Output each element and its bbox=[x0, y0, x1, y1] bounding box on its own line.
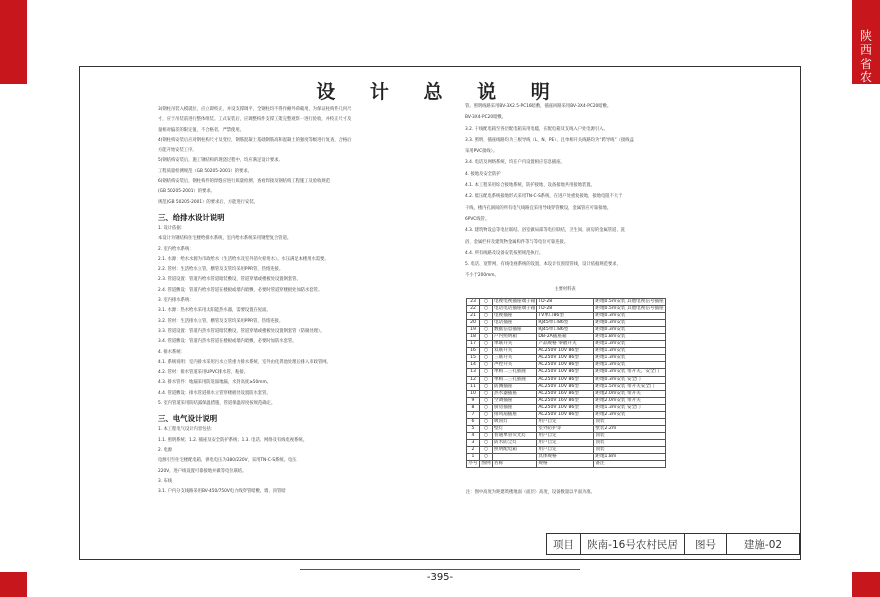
text-line: 干线，楼内孔洞间的所有电气线路宜采用导线穿管敷设，金属管应可靠接地。 bbox=[465, 205, 612, 211]
table-note: 注：图中高度为距建筑楼地面（面层）高度，设备数量以平面为准。 bbox=[466, 490, 595, 495]
legend-symbol-icon: ○ bbox=[483, 313, 488, 319]
text-line: 4.2. 低压配电系统接地形式采用TN-C-S系统，在进户处重复接地，接地电阻不大于 bbox=[465, 194, 623, 200]
text-line: BV-3X4-PC20暗敷。 bbox=[465, 115, 506, 121]
red-bar-top-left bbox=[0, 0, 27, 84]
text-line: 3. 布线 bbox=[158, 478, 173, 484]
table-cell: 照明配电箱 bbox=[493, 446, 537, 453]
table-cell: 14 bbox=[467, 362, 480, 369]
legend-symbol-icon: ○ bbox=[483, 376, 488, 382]
table-cell: 室外防护等 bbox=[537, 425, 594, 432]
table-cell: AC250V 10V 86型 bbox=[537, 376, 594, 383]
table-cell: 名称 bbox=[493, 461, 537, 468]
side-title-char: 色 bbox=[859, 111, 872, 126]
table-cell: 距地0.5m安装 其他电视信号插座 bbox=[595, 306, 664, 312]
table-cell: 单相二三孔插座 bbox=[493, 376, 537, 383]
table-cell: 距地1.3m安装 bbox=[594, 348, 665, 355]
text-line: 管。照明线路采用BV-3X2.5-PC16暗敷，插座回路采用BV-3X4-PC20暗敷。 bbox=[465, 104, 612, 109]
legend-symbol-icon: ○ bbox=[483, 425, 488, 431]
table-cell: 普通单管荧光灯 bbox=[493, 432, 537, 439]
table-cell: 22 bbox=[467, 306, 480, 313]
table-cell: 用户自定 bbox=[537, 446, 594, 453]
legend-symbol-icon: ○ bbox=[483, 383, 488, 389]
table-cell: 备注 bbox=[594, 461, 665, 468]
table-cell: 三联开关 bbox=[493, 355, 537, 362]
table-row bbox=[467, 341, 666, 348]
table-cell: 15 bbox=[467, 355, 480, 362]
text-line: 2.2. 管材：生活给水立管，横管及支管均采用PPR管，热熔连接。 bbox=[158, 267, 284, 273]
text-line: 6)钢结构安装后，钢柱构件的焊缝应进行质量检测，查看焊接及钢结构工程施工及验收规范 bbox=[158, 179, 330, 185]
table-cell bbox=[480, 425, 493, 432]
table-row bbox=[467, 348, 666, 355]
table-cell: 距地1.3m安装 bbox=[594, 341, 665, 348]
text-line: 6PVC线管。 bbox=[465, 216, 490, 222]
table-cell: 距地1.3m安装 bbox=[594, 355, 665, 362]
table-cell: 10 bbox=[467, 390, 480, 397]
table-cell bbox=[480, 432, 493, 439]
electric-section-body bbox=[158, 425, 458, 497]
electric-notes-continued bbox=[465, 101, 795, 282]
table-cell: 顶装 bbox=[594, 439, 665, 446]
table-cell: 距地2.0m安装 带开关 bbox=[594, 390, 665, 397]
table-cell: 距地1.8m bbox=[594, 454, 665, 461]
table-cell: 单联开关 bbox=[493, 341, 537, 348]
table-cell bbox=[480, 341, 493, 348]
table-cell: 图例 bbox=[481, 461, 491, 467]
legend-symbol-icon: ○ bbox=[483, 432, 488, 438]
text-line: 2.3. 管道设置：管道内给水管道暗装敷设，管道穿墙或楼板处设置钢套管。 bbox=[158, 277, 301, 283]
table-cell bbox=[480, 369, 493, 376]
table-cell: 23 bbox=[467, 299, 480, 306]
table-cell: 声控开关 bbox=[493, 362, 537, 369]
text-line: 3.4. 电话及网络系统，均在户内设置相应信息插座。 bbox=[465, 160, 565, 166]
table-cell: RJ45单口86型 bbox=[537, 320, 594, 327]
main-title: 设 计 总 说 明 bbox=[316, 81, 564, 103]
text-line: 3.1. 户内分支线路采用BV-450/750V电力线穿管暗敷，墙、顶管暗 bbox=[158, 489, 286, 495]
table-cell: 距地0.3m安装 bbox=[594, 327, 665, 334]
table-cell: 距地0.5m安装 其他电视信号插座 bbox=[595, 299, 664, 305]
table-cell: 距地0.3m安装 bbox=[594, 313, 665, 320]
text-line: 4.1. 系统说明：室内排水采用污水立管重力排水系统，室外由化粪池处理后排入市政管网。 bbox=[158, 359, 331, 365]
text-line: 4. 接地及安全防护 bbox=[465, 171, 501, 177]
side-title-char: 西 bbox=[859, 42, 872, 57]
table-cell: 18 bbox=[467, 334, 480, 341]
side-title-char: 计 bbox=[859, 166, 872, 181]
table-cell: 用户自定 bbox=[537, 418, 594, 425]
table-row bbox=[467, 306, 666, 313]
legend-symbol-icon: ○ bbox=[483, 397, 488, 403]
table-cell: 用户自定 bbox=[537, 439, 594, 446]
table-row bbox=[467, 418, 666, 425]
table-cell: 距地0.3m安装 bbox=[594, 320, 665, 327]
table-cell: 9 bbox=[467, 397, 480, 404]
table-cell: 顶装 bbox=[594, 446, 665, 453]
legend-symbol-icon: ○ bbox=[483, 390, 488, 396]
text-line: 1. 本工程电气设计内容包括： bbox=[158, 427, 216, 433]
table-cell bbox=[480, 418, 493, 425]
table-cell bbox=[480, 390, 493, 397]
table-row bbox=[467, 313, 666, 320]
project-name: 陕南-16号农村民居 bbox=[581, 534, 685, 554]
table-row bbox=[467, 404, 666, 411]
table-cell: 单相二三孔插座 bbox=[493, 369, 537, 376]
table-cell: 排风扇插座 bbox=[493, 411, 537, 418]
table-cell: 17 bbox=[467, 341, 480, 348]
table-cell: 具体规格 bbox=[537, 454, 594, 461]
table-cell: 8 bbox=[467, 404, 480, 411]
table-cell: 距地1.5m安装 带开关安全门 bbox=[594, 383, 665, 390]
table-cell: 规格 bbox=[537, 461, 594, 468]
text-line: 4.4. 所有线路及设备安装按照规范执行。 bbox=[465, 250, 544, 256]
text-line: 5)钢结构安装后，施工钢结构的现浇过程中，均应满足设计要求。 bbox=[158, 158, 283, 164]
text-line: 5. 电话、宽带网、有线电视系统的设置，本设计仅预留管线，设计依据规范要求， bbox=[465, 262, 621, 268]
table-cell: 距地1.8m安装 bbox=[594, 334, 665, 341]
text-line: 寸，应于吊装前进行整体组装。工式安装后，应调整构件支撑工架完整观察一进行验收，并校正尺寸及 bbox=[158, 117, 352, 123]
table-cell: 壁装2.2m bbox=[594, 425, 665, 432]
legend-symbol-icon: ○ bbox=[483, 369, 488, 375]
table-cell: AC250V 10V 86型 bbox=[537, 362, 594, 369]
drawing-label: 图号 bbox=[685, 534, 727, 554]
table-cell: 防溅插座 bbox=[493, 383, 537, 390]
table-row bbox=[467, 376, 666, 383]
table-row bbox=[467, 369, 666, 376]
side-title-char: 农 bbox=[859, 70, 872, 85]
text-line: 量相对偏差的限定值，不合格者，严禁使用。 bbox=[158, 127, 244, 133]
table-cell: 电话插座 bbox=[493, 320, 537, 327]
text-line: 2. 室内给水系统： bbox=[158, 246, 194, 252]
table-cell: 距地0.3m安装 安全门 bbox=[594, 376, 665, 383]
legend-symbol-icon: ○ bbox=[483, 341, 488, 347]
table-cell bbox=[480, 313, 493, 320]
text-line: 规范(GB 50205-2001）的要求后，方能进行安装。 bbox=[158, 199, 258, 205]
table-cell: 16 bbox=[467, 348, 480, 355]
legend-symbol-icon: ○ bbox=[483, 411, 488, 417]
table-cell bbox=[493, 454, 537, 461]
table-cell: 5 bbox=[467, 425, 480, 432]
table-cell: 壁灯 bbox=[493, 425, 537, 432]
legend-symbol-icon: ○ bbox=[483, 299, 488, 305]
text-line: 4.2. 管材：排水管道采用UPVC排水管，粘接。 bbox=[158, 370, 248, 376]
table-row bbox=[467, 461, 666, 468]
table-cell: 空调插座 bbox=[493, 397, 537, 404]
table-row bbox=[467, 411, 666, 418]
table-cell: AC250V 10V 86型 bbox=[537, 369, 594, 376]
table-cell: 21 bbox=[467, 313, 480, 320]
table-cell: 户内照明箱 bbox=[493, 334, 537, 341]
table-cell: 吸顶灯 bbox=[493, 418, 537, 425]
drawing-sheet bbox=[79, 66, 801, 560]
table-row bbox=[467, 362, 666, 369]
text-line: 3.3. 管道设置：管道内热水管道暗装敷设，管道穿墙或楼板处设置钢套管（防腐处理）。 bbox=[158, 328, 325, 334]
text-line: 本设计为钢结构住宅楼给排水系统，室内给水系统采用钢塑复合管道。 bbox=[158, 236, 292, 242]
text-line: 浴、金属栏杆及建筑物金属构件等与等电位可靠连接。 bbox=[465, 239, 569, 245]
table-row bbox=[467, 299, 666, 306]
table-cell: AC250V 10V 86型 bbox=[537, 383, 594, 390]
electric-section-title: 三、电气设计说明 bbox=[158, 414, 218, 424]
text-line: 3.3. 照明、插座线路均为三根导线（L、N、PE），且单相开关线路均为“跨导线”（接线盒 bbox=[465, 137, 634, 143]
table-cell: 数据信息插座 bbox=[493, 327, 537, 334]
table-row bbox=[467, 390, 666, 397]
legend-symbol-icon: ○ bbox=[483, 327, 488, 333]
text-line: 方能开始安装工序。 bbox=[158, 148, 197, 154]
table-row bbox=[467, 454, 666, 461]
side-title-char: 设 bbox=[859, 153, 872, 168]
side-title-char: 村 bbox=[859, 84, 872, 99]
water-section-body bbox=[158, 224, 458, 409]
table-cell: 电话电话插座端子箱 bbox=[494, 306, 536, 312]
table-cell: TD-28 bbox=[537, 306, 594, 313]
table-cell bbox=[480, 327, 493, 334]
table-cell: 距地0.3m安装 带开关，安全门 bbox=[594, 369, 665, 376]
table-cell: 双联开关 bbox=[493, 348, 537, 355]
table-row bbox=[467, 439, 666, 446]
table-cell bbox=[480, 454, 493, 461]
table-cell bbox=[480, 397, 493, 404]
table-cell: 距地1.3m安装 bbox=[594, 362, 665, 369]
table-cell bbox=[480, 334, 493, 341]
text-line: 3.4. 管道敷设：管道内热水管道在楼板或墙内暗敷，必要时加防水套管。 bbox=[158, 339, 297, 345]
table-row bbox=[467, 327, 666, 334]
legend-symbol-icon: ○ bbox=[483, 306, 488, 312]
table-cell bbox=[480, 362, 493, 369]
side-title-char: 居 bbox=[859, 139, 872, 154]
table-row bbox=[467, 383, 666, 390]
table-cell: 20 bbox=[467, 320, 480, 327]
table-cell: 2 bbox=[467, 446, 480, 453]
text-line: 采用PVC接线）。 bbox=[465, 149, 498, 155]
table-cell bbox=[480, 383, 493, 390]
footer-rule bbox=[300, 569, 580, 570]
legend-symbol-icon: ○ bbox=[483, 404, 488, 410]
page-number: -395- bbox=[426, 572, 454, 583]
table-cell: 顶装 bbox=[594, 418, 665, 425]
table-cell: AC250V 16V 86型 bbox=[537, 397, 594, 404]
table-cell: 3 bbox=[467, 439, 480, 446]
table-cell bbox=[480, 306, 493, 313]
legend-symbol-icon: ○ bbox=[483, 439, 488, 445]
project-label: 项目 bbox=[547, 534, 581, 554]
text-line: 2.1. 水源：给水水源为市政给水（生活给水及室外消火栓用水）。水压满足本楼用水需要。 bbox=[158, 256, 329, 262]
text-line: 3.2. 干线配电箱至各层配电箱采用电缆，在配电箱及支线入户处电源引入。 bbox=[465, 126, 608, 132]
text-line: 220V，进户线设置可靠接地并做等电位联结。 bbox=[158, 468, 247, 474]
table-cell: AC250V 10V 86型 bbox=[537, 404, 594, 411]
table-cell bbox=[480, 439, 493, 446]
table-cell: 距地2.0m安装 带开关 bbox=[594, 397, 665, 404]
side-title-char: 特 bbox=[859, 97, 872, 112]
table-cell: TV单口86型 bbox=[537, 313, 594, 320]
legend-symbol-icon: ○ bbox=[483, 362, 488, 368]
text-line: 1.1. 照明系统；1.2. 插座及安全防护系统；1.3. 电话、网络及有线电视系统。 bbox=[158, 437, 308, 443]
title-block bbox=[546, 533, 800, 555]
table-cell: 1 bbox=[467, 454, 480, 461]
table-cell: 防水防尘灯 bbox=[493, 439, 537, 446]
text-line: (GB 50205-2001）的要求。 bbox=[158, 189, 215, 195]
material-table bbox=[466, 298, 666, 468]
drawing-number: 建施-02 bbox=[743, 538, 783, 551]
table-cell: AC250V 16V 86型 bbox=[537, 390, 594, 397]
table-cell bbox=[480, 446, 493, 453]
table-cell: 7 bbox=[467, 411, 480, 418]
table-cell bbox=[480, 404, 493, 411]
table-cell bbox=[480, 355, 493, 362]
legend-symbol-icon: ○ bbox=[483, 418, 488, 424]
legend-symbol-icon: ○ bbox=[483, 447, 488, 452]
side-title-char: 图 bbox=[859, 180, 872, 195]
table-cell: 电视插座 bbox=[493, 313, 537, 320]
table-cell: 热水器插座 bbox=[493, 390, 537, 397]
legend-symbol-icon: ○ bbox=[483, 348, 488, 354]
text-line: 3.2. 管材：生活排水立管，横管及支管均采用PPR管，热熔连接。 bbox=[158, 318, 284, 324]
table-cell: 13 bbox=[467, 369, 480, 376]
table-cell: TD-28 bbox=[537, 299, 594, 306]
text-line: 4.4. 管道敷设：排水管道排水立管穿楼板处设置防水套管。 bbox=[158, 390, 271, 396]
steel-structure-notes bbox=[158, 105, 458, 208]
water-section-title: 三、给排水设计说明 bbox=[158, 212, 225, 222]
side-title-char: 集 bbox=[859, 194, 872, 209]
side-title bbox=[852, 29, 880, 209]
table-row bbox=[467, 425, 666, 432]
table-cell bbox=[480, 411, 493, 418]
text-line: 2.4. 管道敷设：管道内给水管道在楼板或墙内暗敷，必要时管道穿楼板处加防水套管。 bbox=[158, 287, 323, 293]
text-line: 4.1. 本工程采用综合接地系统，防护接地、设备接地共用接地装置。 bbox=[465, 183, 595, 189]
table-row bbox=[467, 446, 666, 453]
text-line: 1. 设计依据： bbox=[158, 225, 185, 231]
table-cell: 12 bbox=[467, 376, 480, 383]
table-cell: 距地1.3m安装 安全门 bbox=[594, 404, 665, 411]
legend-symbol-icon: ○ bbox=[483, 334, 488, 340]
table-cell bbox=[480, 376, 493, 383]
text-line: 4. 排水系统： bbox=[158, 349, 185, 355]
text-line: 3.1. 水源：热水给水采用太阳能热水器，需要设置在屋面。 bbox=[158, 308, 271, 314]
text-line: 2. 电源 bbox=[158, 447, 173, 453]
text-line: 4)钢柱构安装后应对钢柱构尺寸及变位，钢筋混凝土基础钢筋高和混凝土的强度等级进行复查，合格后 bbox=[158, 137, 352, 143]
legend-symbol-icon: ○ bbox=[483, 320, 488, 326]
side-title-char: 民 bbox=[859, 125, 872, 140]
table-row bbox=[467, 320, 666, 327]
material-table-title: 主要材料表 bbox=[554, 286, 576, 292]
right-column bbox=[465, 101, 795, 295]
table-cell: AC250V 10V 86型 bbox=[537, 348, 594, 355]
table-cell: 序号 bbox=[468, 461, 478, 467]
text-line: 5. 室内管道采用防结露保温措施，管道保温厚度按规范确定。 bbox=[158, 401, 276, 407]
table-row bbox=[467, 397, 666, 404]
table-cell: 19 bbox=[467, 327, 480, 334]
table-cell: AC250V 10V 86型 bbox=[537, 355, 594, 362]
table-cell: RJ45单口86型 bbox=[537, 327, 594, 334]
table-row bbox=[467, 432, 666, 439]
table-cell: 厨房插座 bbox=[493, 404, 537, 411]
table-cell: 11 bbox=[467, 383, 480, 390]
text-line: 工程质量检测规范（GB 50205-2001）的要求。 bbox=[158, 168, 252, 174]
table-cell bbox=[480, 299, 493, 306]
legend-symbol-icon: ○ bbox=[483, 454, 488, 460]
table-cell bbox=[480, 320, 493, 327]
table-cell: 距地2.3m安装 bbox=[594, 411, 665, 418]
table-cell: DB-2A插座箱 bbox=[537, 334, 594, 341]
legend-symbol-icon: ○ bbox=[483, 355, 488, 361]
table-row bbox=[467, 355, 666, 362]
table-cell: AC250V 10V 86型 bbox=[537, 411, 594, 418]
text-line: 4.3. 排水管件：地漏采用防返溢地漏，水封高度≥50mm。 bbox=[158, 380, 271, 386]
table-cell: 顶装 bbox=[594, 432, 665, 439]
text-line: 不小于200mm。 bbox=[465, 273, 499, 279]
side-title-char: 省 bbox=[859, 56, 872, 71]
table-cell bbox=[480, 348, 493, 355]
table-row bbox=[467, 334, 666, 341]
text-line: 3)钢柱吊装入模就位，应立即校正，并设支撑调平，全钢柱均不得作额外荷载用，为保证柱构件几何尺 bbox=[158, 107, 352, 112]
side-title-char: 陕 bbox=[859, 29, 872, 43]
text-line: 3. 室内排水系统： bbox=[158, 298, 194, 304]
table-cell: 产品规格 零散开关 bbox=[537, 341, 594, 348]
table-cell: 4 bbox=[467, 432, 480, 439]
table-cell: 6 bbox=[467, 418, 480, 425]
text-line: 电源引至住宅楼配电箱，供电电压为380/220V，采用TN-C-S系统。电压 bbox=[158, 458, 297, 464]
text-line: 4.3. 建筑物设总等电位联结。浴室做局部等电位联结，卫生间、厨房的金属管道、洗 bbox=[465, 228, 625, 234]
table-cell: 用户自定 bbox=[537, 432, 594, 439]
left-column bbox=[158, 105, 458, 497]
table-cell: 电视电视插座端子箱 bbox=[494, 299, 536, 305]
